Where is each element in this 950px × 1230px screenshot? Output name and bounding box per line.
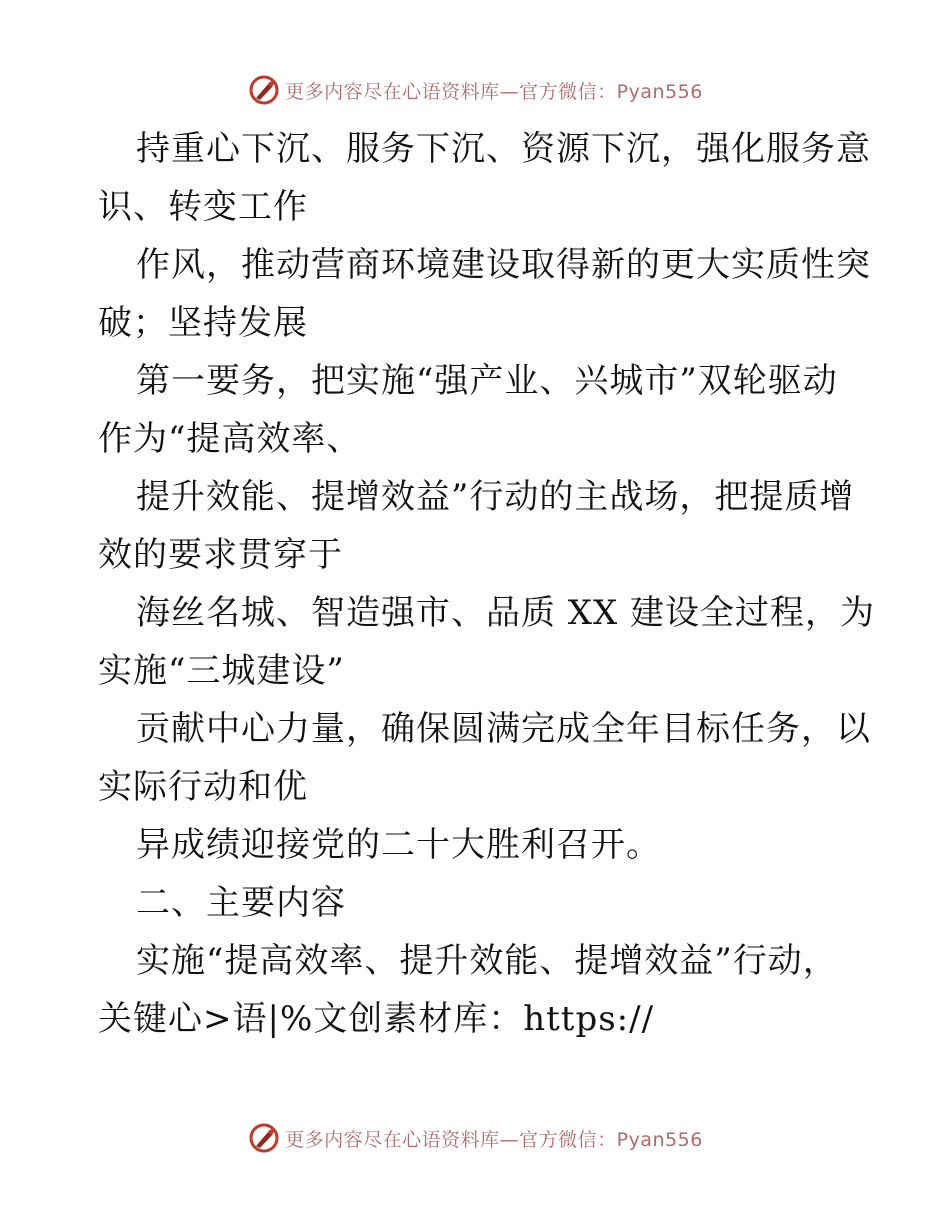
- pen-circle-logo-icon: [247, 1121, 281, 1155]
- body-line: 异成绩迎接党的二十大胜利召开。: [136, 825, 661, 865]
- body-line: 作风，推动营商环境建设取得新的更大实质性突: [136, 245, 871, 285]
- body-line: 海丝名城、智造强市、品质 XX 建设全过程，为: [136, 593, 876, 633]
- body-line: 作为“提高效率、: [98, 419, 362, 459]
- body-line: 实施“提高效率、提升效能、提增效益”行动，: [136, 941, 838, 981]
- body-line: 实际行动和优: [98, 767, 308, 807]
- header-brand-text: 更多内容尽在心语资料库—官方微信：Pyan556: [285, 80, 703, 103]
- body-line: 实施“三城建设”: [98, 651, 345, 691]
- body-line: 关键心>语|%文创素材库：https://: [98, 999, 655, 1039]
- document-body: [98, 120, 876, 1048]
- body-line: 提升效能、提增效益”行动的主战场，把提质增: [136, 477, 855, 517]
- pen-circle-logo-icon: [247, 73, 281, 107]
- body-line: 第一要务，把实施“强产业、兴城市”双轮驱动: [136, 361, 838, 401]
- body-line: 破；坚持发展: [98, 303, 308, 343]
- footer-brand-text: 更多内容尽在心语资料库—官方微信：Pyan556: [285, 1128, 703, 1151]
- page-header: [0, 70, 950, 110]
- body-line: 识、转变工作: [98, 187, 308, 227]
- page-footer: [0, 1118, 950, 1158]
- body-line: 贡献中心力量，确保圆满完成全年目标任务，以: [136, 709, 871, 749]
- section-heading: 二、主要内容: [136, 883, 346, 923]
- body-line: 效的要求贯穿于: [98, 535, 343, 575]
- body-line: 持重心下沉、服务下沉、资源下沉，强化服务意: [136, 129, 871, 169]
